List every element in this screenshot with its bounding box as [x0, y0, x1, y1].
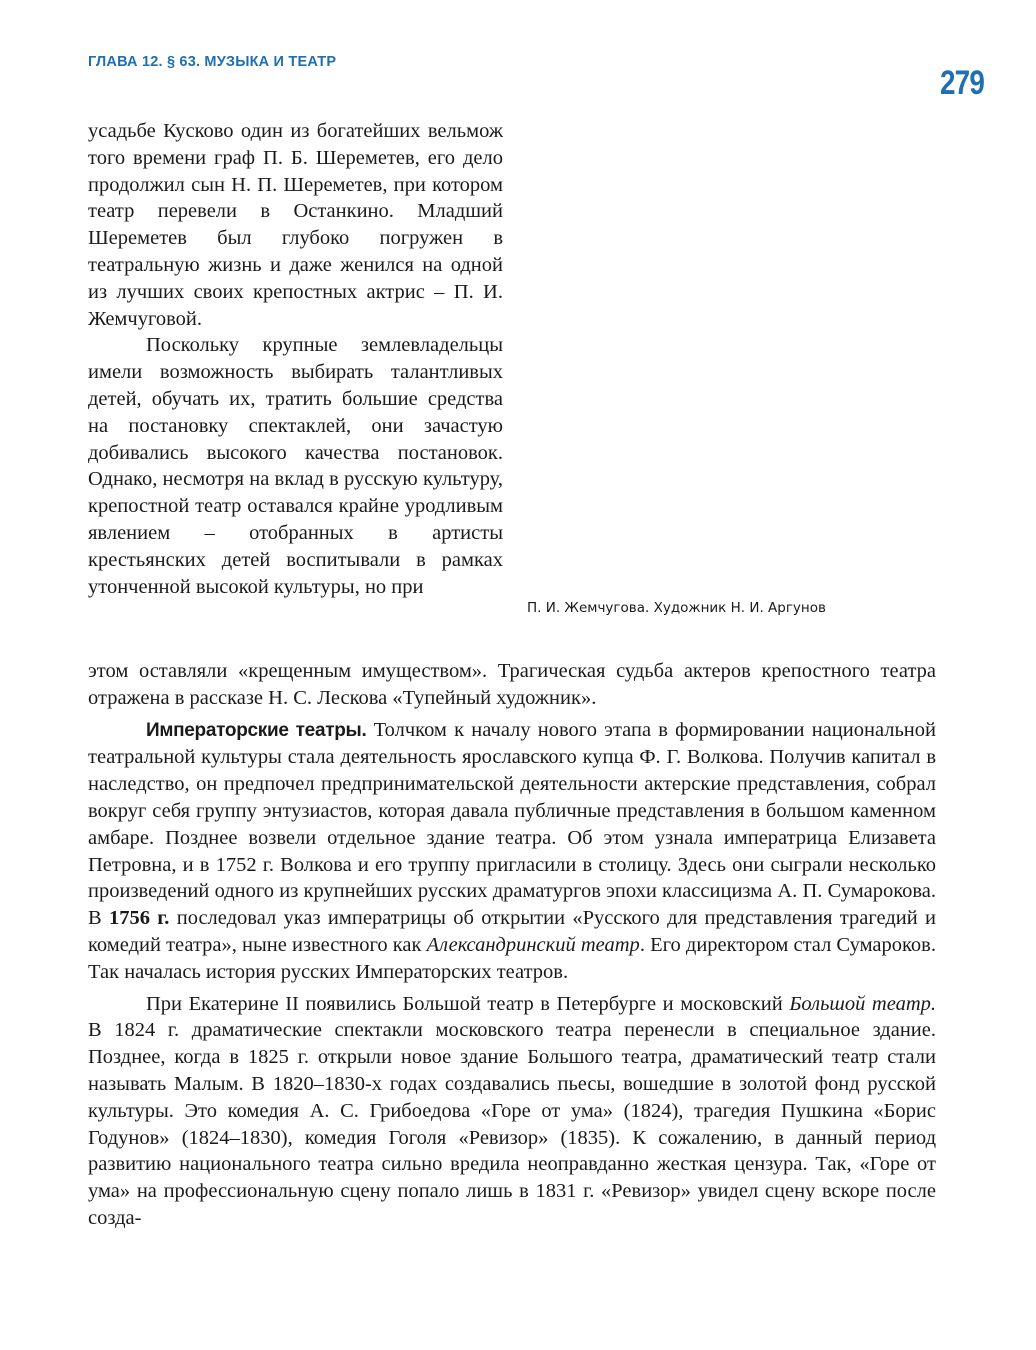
- catherine-text-2: В 1824 г. драматические спектакли московского театра перенесли в специальное здание. Позднее, когда в 1825 г. открыли новое здание Большого театра, драматический театр стали называть Малым. В 1820–1830-х годах создавались пьесы, вошедшие в золотой фонд русской культуры. Это комедия А. С. Грибоедова «Горе от ума» (1824), трагедия Пушкина «Борис Годунов» (1824–1830), комедия Гоголя «Ревизор» (1835). К сожалению, в данный период развитию национального театра сильно вредила неоправданно жесткая цензура. Так, «Горе от ума» на профессиональную сцену попало лишь в 1831 г. «Ревизор» увидел сцену вскоре после созда-: [88, 1019, 936, 1229]
- section-heading-imperial: Императорские театры.: [146, 719, 367, 741]
- paragraph-imperial-theatres: [88, 717, 936, 986]
- imperial-text-2: последовал указ императрицы об открытии «Русского для представления трагедий и комедий театра», ныне известного как: [88, 907, 936, 956]
- imperial-text-1: Толчком к началу нового этапа в формировании национальной театральной культуры стала деятельность ярославского купца Ф. Г. Волкова. Получив капитал в наследство, он предпочел предпринимательской деятельности актерские представления, собрал вокруг себя группу энтузиастов, которая давала публичные представления в большом каменном амбаре. Позднее возвели отдельное здание театра. Об этом узнала императрица Елизавета Петровна, и в 1752 г. Волкова и его труппу пригласили в столицу. Здесь они сыграли несколько произведений одного из крупнейших русских драматургов эпохи классицизма А. П. Сумарокова. В: [88, 718, 936, 930]
- page-number: 279: [940, 64, 985, 102]
- image-caption: П. И. Жемчугова. Художник Н. И. Аргунов: [527, 600, 826, 616]
- imperial-year: 1756 г.: [108, 907, 170, 930]
- chapter-header: ГЛАВА 12. § 63. МУЗЫКА И ТЕАТР: [88, 54, 337, 70]
- paragraph-continuation: этом оставляли «крещенным имуществом». Трагическая судьба актеров крепостного театра отражена в рассказе Н. С. Лескова «Тупейный художник».: [88, 660, 936, 709]
- imperial-italic-alexandrinsky: Александринский театр: [426, 933, 640, 956]
- paragraph-catherine: [88, 991, 936, 1232]
- left-column: [88, 118, 503, 600]
- main-text: [88, 658, 936, 1232]
- catherine-text-1: При Екатерине II появились Большой театр в Петербурге и московский: [146, 992, 790, 1015]
- paragraph-serf-theatre: Поскольку крупные землевладельцы имели возможность выбирать талантливых детей, обучать их, тратить большие средства на постановку спектаклей, они зачастую добивались высокого качества постановок. Однако, несмотря на вклад в русскую культуру, крепостной театр оставался крайне уродливым явлением – отобранных в артисты крестьянских детей воспитывали в рамках утонченной высокой культуры, но при: [88, 334, 503, 598]
- imperial-text-3: . Его директором стал Сумароков. Так началась история русских Императорских театров.: [88, 933, 936, 983]
- catherine-italic-bolshoi: Большой театр.: [789, 992, 936, 1015]
- paragraph-sheremetev: усадьбе Кусково один из богатейших вельмож того времени граф П. Б. Шереметев, его дело продолжил сын Н. П. Шереметев, при котором театр перевели в Останкино. Младший Шереметев был глубоко погружен в театральную жизнь и даже женился на одной из лучших своих крепостных актрис – П. И. Жемчуговой.: [88, 120, 503, 330]
